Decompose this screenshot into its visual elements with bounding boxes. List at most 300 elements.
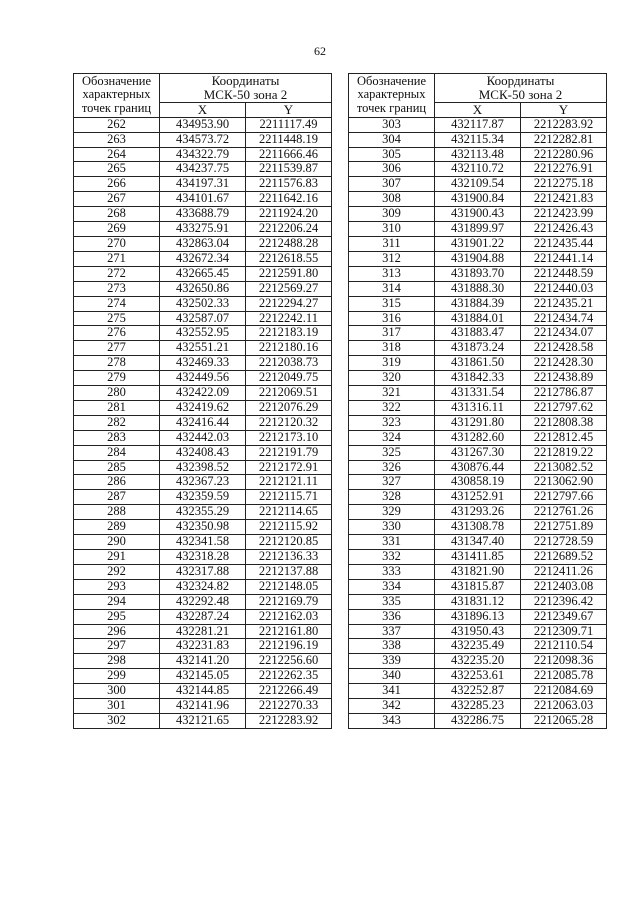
point-id-cell: 338 bbox=[349, 639, 435, 654]
x-coordinate-cell: 431901.22 bbox=[435, 236, 521, 251]
x-coordinate-cell: 434322.79 bbox=[160, 147, 246, 162]
y-coordinate-cell: 2212282.81 bbox=[521, 132, 607, 147]
point-id-cell: 317 bbox=[349, 326, 435, 341]
x-coordinate-cell: 431893.70 bbox=[435, 266, 521, 281]
x-coordinate-cell: 431904.88 bbox=[435, 251, 521, 266]
table-row bbox=[74, 162, 332, 177]
table-row bbox=[349, 713, 607, 728]
point-id-cell: 341 bbox=[349, 684, 435, 699]
point-id-cell: 280 bbox=[74, 386, 160, 401]
y-coordinate-cell: 2212049.75 bbox=[246, 371, 332, 386]
x-coordinate-cell: 432141.96 bbox=[160, 699, 246, 714]
x-coordinate-cell: 434573.72 bbox=[160, 132, 246, 147]
table-row bbox=[349, 311, 607, 326]
table-row bbox=[74, 266, 332, 281]
x-coordinate-cell: 432367.23 bbox=[160, 475, 246, 490]
x-coordinate-cell: 432292.48 bbox=[160, 594, 246, 609]
y-coordinate-cell: 2212426.43 bbox=[521, 222, 607, 237]
x-coordinate-cell: 432144.85 bbox=[160, 684, 246, 699]
x-coordinate-cell: 431884.39 bbox=[435, 296, 521, 311]
point-id-cell: 325 bbox=[349, 445, 435, 460]
x-coordinate-cell: 432109.54 bbox=[435, 177, 521, 192]
point-id-cell: 334 bbox=[349, 579, 435, 594]
table-row bbox=[349, 147, 607, 162]
point-id-cell: 282 bbox=[74, 415, 160, 430]
point-id-cell: 323 bbox=[349, 415, 435, 430]
x-coordinate-cell: 432502.33 bbox=[160, 296, 246, 311]
table-row bbox=[74, 639, 332, 654]
x-coordinate-cell: 433275.91 bbox=[160, 222, 246, 237]
y-coordinate-cell: 2212115.71 bbox=[246, 490, 332, 505]
point-id-cell: 289 bbox=[74, 520, 160, 535]
header-coordinates-line: Координаты bbox=[486, 73, 555, 88]
y-coordinate-cell: 2212148.05 bbox=[246, 579, 332, 594]
y-coordinate-cell: 2212173.10 bbox=[246, 430, 332, 445]
header-point-label-line: Обозначение bbox=[356, 73, 427, 88]
table-row bbox=[349, 236, 607, 251]
x-coordinate-cell: 432252.87 bbox=[435, 684, 521, 699]
x-coordinate-cell: 432665.45 bbox=[160, 266, 246, 281]
y-coordinate-cell: 2212275.18 bbox=[521, 177, 607, 192]
point-id-cell: 287 bbox=[74, 490, 160, 505]
header-point-label-line: Обозначение bbox=[81, 73, 152, 88]
table-row bbox=[349, 356, 607, 371]
point-id-cell: 330 bbox=[349, 520, 435, 535]
x-coordinate-cell: 432113.48 bbox=[435, 147, 521, 162]
point-id-cell: 292 bbox=[74, 564, 160, 579]
table-row bbox=[349, 609, 607, 624]
y-coordinate-cell: 2212728.59 bbox=[521, 535, 607, 550]
x-coordinate-cell: 432317.88 bbox=[160, 564, 246, 579]
x-coordinate-cell: 431815.87 bbox=[435, 579, 521, 594]
point-id-cell: 320 bbox=[349, 371, 435, 386]
point-id-cell: 303 bbox=[349, 117, 435, 132]
point-id-cell: 295 bbox=[74, 609, 160, 624]
point-id-cell: 264 bbox=[74, 147, 160, 162]
x-coordinate-cell: 432285.23 bbox=[435, 699, 521, 714]
x-coordinate-cell: 432318.28 bbox=[160, 550, 246, 565]
x-coordinate-cell: 432324.82 bbox=[160, 579, 246, 594]
table-row bbox=[349, 207, 607, 222]
x-coordinate-cell: 434197.31 bbox=[160, 177, 246, 192]
point-id-cell: 267 bbox=[74, 192, 160, 207]
table-row bbox=[74, 251, 332, 266]
table-row bbox=[349, 251, 607, 266]
header-coordinates-line: МСК-50 зона 2 bbox=[203, 86, 288, 102]
point-id-cell: 329 bbox=[349, 505, 435, 520]
x-coordinate-cell: 432121.65 bbox=[160, 713, 246, 728]
point-id-cell: 321 bbox=[349, 386, 435, 401]
y-coordinate-cell: 2213082.52 bbox=[521, 460, 607, 475]
x-coordinate-cell: 433688.79 bbox=[160, 207, 246, 222]
table-row bbox=[74, 669, 332, 684]
y-coordinate-cell: 2211117.49 bbox=[246, 117, 332, 132]
x-coordinate-cell: 432110.72 bbox=[435, 162, 521, 177]
point-id-cell: 273 bbox=[74, 281, 160, 296]
y-coordinate-cell: 2212441.14 bbox=[521, 251, 607, 266]
point-id-cell: 339 bbox=[349, 654, 435, 669]
table-row bbox=[74, 415, 332, 430]
table-row bbox=[74, 460, 332, 475]
y-coordinate-cell: 2212183.19 bbox=[246, 326, 332, 341]
table-row bbox=[74, 371, 332, 386]
point-id-cell: 333 bbox=[349, 564, 435, 579]
x-coordinate-cell: 431291.80 bbox=[435, 415, 521, 430]
point-id-cell: 307 bbox=[349, 177, 435, 192]
y-coordinate-cell: 2212283.92 bbox=[246, 713, 332, 728]
table-row bbox=[349, 460, 607, 475]
y-coordinate-cell: 2212137.88 bbox=[246, 564, 332, 579]
y-coordinate-cell: 2212797.66 bbox=[521, 490, 607, 505]
table-row bbox=[349, 415, 607, 430]
header-coordinates bbox=[160, 74, 332, 103]
table-row bbox=[349, 371, 607, 386]
y-coordinate-cell: 2212121.11 bbox=[246, 475, 332, 490]
y-coordinate-cell: 2212110.54 bbox=[521, 639, 607, 654]
table-row bbox=[349, 684, 607, 699]
y-coordinate-cell: 2212808.38 bbox=[521, 415, 607, 430]
header-x: X bbox=[435, 102, 521, 117]
header-point-label-line: характерных bbox=[357, 87, 426, 102]
x-coordinate-cell: 432442.03 bbox=[160, 430, 246, 445]
point-id-cell: 311 bbox=[349, 236, 435, 251]
x-coordinate-cell: 432408.43 bbox=[160, 445, 246, 460]
x-coordinate-cell: 432281.21 bbox=[160, 624, 246, 639]
table-row bbox=[74, 117, 332, 132]
x-coordinate-cell: 431884.01 bbox=[435, 311, 521, 326]
table-row bbox=[74, 281, 332, 296]
point-id-cell: 304 bbox=[349, 132, 435, 147]
table-row bbox=[74, 296, 332, 311]
y-coordinate-cell: 2212438.89 bbox=[521, 371, 607, 386]
y-coordinate-cell: 2212262.35 bbox=[246, 669, 332, 684]
header-point-label-line: характерных bbox=[82, 87, 151, 102]
x-coordinate-cell: 432359.59 bbox=[160, 490, 246, 505]
x-coordinate-cell: 431861.50 bbox=[435, 356, 521, 371]
y-coordinate-cell: 2212819.22 bbox=[521, 445, 607, 460]
x-coordinate-cell: 432117.87 bbox=[435, 117, 521, 132]
y-coordinate-cell: 2211448.19 bbox=[246, 132, 332, 147]
x-coordinate-cell: 431411.85 bbox=[435, 550, 521, 565]
table-row bbox=[349, 177, 607, 192]
x-coordinate-cell: 434101.67 bbox=[160, 192, 246, 207]
point-id-cell: 328 bbox=[349, 490, 435, 505]
y-coordinate-cell: 2212063.03 bbox=[521, 699, 607, 714]
table-row bbox=[74, 147, 332, 162]
y-coordinate-cell: 2212065.28 bbox=[521, 713, 607, 728]
x-coordinate-cell: 432115.34 bbox=[435, 132, 521, 147]
point-id-cell: 270 bbox=[74, 236, 160, 251]
table-row bbox=[74, 222, 332, 237]
point-id-cell: 337 bbox=[349, 624, 435, 639]
point-id-cell: 299 bbox=[74, 669, 160, 684]
y-coordinate-cell: 2212162.03 bbox=[246, 609, 332, 624]
point-id-cell: 302 bbox=[74, 713, 160, 728]
table-row bbox=[74, 505, 332, 520]
point-id-cell: 268 bbox=[74, 207, 160, 222]
y-coordinate-cell: 2212812.45 bbox=[521, 430, 607, 445]
table-row bbox=[74, 654, 332, 669]
x-coordinate-cell: 432253.61 bbox=[435, 669, 521, 684]
y-coordinate-cell: 2212191.79 bbox=[246, 445, 332, 460]
x-coordinate-cell: 431900.84 bbox=[435, 192, 521, 207]
point-id-cell: 306 bbox=[349, 162, 435, 177]
x-coordinate-cell: 431282.60 bbox=[435, 430, 521, 445]
table-row bbox=[74, 713, 332, 728]
point-id-cell: 301 bbox=[74, 699, 160, 714]
y-coordinate-cell: 2212591.80 bbox=[246, 266, 332, 281]
header-coordinates bbox=[435, 74, 607, 103]
table-row bbox=[349, 222, 607, 237]
y-coordinate-cell: 2212136.33 bbox=[246, 550, 332, 565]
table-row bbox=[349, 296, 607, 311]
y-coordinate-cell: 2212266.49 bbox=[246, 684, 332, 699]
point-id-cell: 310 bbox=[349, 222, 435, 237]
table-row bbox=[349, 162, 607, 177]
y-coordinate-cell: 2212242.11 bbox=[246, 311, 332, 326]
table-row bbox=[74, 490, 332, 505]
y-coordinate-cell: 2212038.73 bbox=[246, 356, 332, 371]
x-coordinate-cell: 432587.07 bbox=[160, 311, 246, 326]
table-row bbox=[349, 430, 607, 445]
x-coordinate-cell: 432552.95 bbox=[160, 326, 246, 341]
y-coordinate-cell: 2212434.74 bbox=[521, 311, 607, 326]
table-row bbox=[74, 207, 332, 222]
x-coordinate-cell: 431896.13 bbox=[435, 609, 521, 624]
y-coordinate-cell: 2212403.08 bbox=[521, 579, 607, 594]
table-row bbox=[74, 475, 332, 490]
y-coordinate-cell: 2211666.46 bbox=[246, 147, 332, 162]
header-coordinates-line: МСК-50 зона 2 bbox=[478, 86, 563, 102]
table-row bbox=[349, 654, 607, 669]
table-row bbox=[74, 699, 332, 714]
y-coordinate-cell: 2212283.92 bbox=[521, 117, 607, 132]
point-id-cell: 335 bbox=[349, 594, 435, 609]
x-coordinate-cell: 434953.90 bbox=[160, 117, 246, 132]
point-id-cell: 266 bbox=[74, 177, 160, 192]
y-coordinate-cell: 2212761.26 bbox=[521, 505, 607, 520]
point-id-cell: 322 bbox=[349, 400, 435, 415]
header-point-label bbox=[349, 74, 435, 118]
table-row bbox=[349, 564, 607, 579]
table-row bbox=[349, 117, 607, 132]
table-row bbox=[74, 684, 332, 699]
point-id-cell: 305 bbox=[349, 147, 435, 162]
table-row bbox=[349, 699, 607, 714]
y-coordinate-cell: 2212085.78 bbox=[521, 669, 607, 684]
y-coordinate-cell: 2211924.20 bbox=[246, 207, 332, 222]
table-row bbox=[74, 430, 332, 445]
table-row bbox=[74, 579, 332, 594]
x-coordinate-cell: 431821.90 bbox=[435, 564, 521, 579]
y-coordinate-cell: 2212435.44 bbox=[521, 236, 607, 251]
point-id-cell: 316 bbox=[349, 311, 435, 326]
header-y: Y bbox=[246, 102, 332, 117]
point-id-cell: 290 bbox=[74, 535, 160, 550]
table-row bbox=[74, 609, 332, 624]
table-row bbox=[74, 311, 332, 326]
point-id-cell: 297 bbox=[74, 639, 160, 654]
x-coordinate-cell: 431308.78 bbox=[435, 520, 521, 535]
x-coordinate-cell: 432650.86 bbox=[160, 281, 246, 296]
point-id-cell: 332 bbox=[349, 550, 435, 565]
y-coordinate-cell: 2212115.92 bbox=[246, 520, 332, 535]
y-coordinate-cell: 2212256.60 bbox=[246, 654, 332, 669]
y-coordinate-cell: 2211576.83 bbox=[246, 177, 332, 192]
table-row bbox=[74, 520, 332, 535]
point-id-cell: 298 bbox=[74, 654, 160, 669]
point-id-cell: 272 bbox=[74, 266, 160, 281]
coordinates-table-right bbox=[348, 73, 607, 729]
table-row bbox=[74, 564, 332, 579]
table-row bbox=[74, 624, 332, 639]
point-id-cell: 288 bbox=[74, 505, 160, 520]
y-coordinate-cell: 2212076.29 bbox=[246, 400, 332, 415]
point-id-cell: 293 bbox=[74, 579, 160, 594]
table-row bbox=[74, 445, 332, 460]
table-row bbox=[349, 400, 607, 415]
table-row bbox=[74, 326, 332, 341]
point-id-cell: 277 bbox=[74, 341, 160, 356]
table-row bbox=[74, 550, 332, 565]
table-row bbox=[349, 550, 607, 565]
point-id-cell: 278 bbox=[74, 356, 160, 371]
x-coordinate-cell: 432355.29 bbox=[160, 505, 246, 520]
table-row bbox=[74, 236, 332, 251]
point-id-cell: 284 bbox=[74, 445, 160, 460]
table-row bbox=[74, 386, 332, 401]
table-row bbox=[349, 594, 607, 609]
x-coordinate-cell: 432231.83 bbox=[160, 639, 246, 654]
point-id-cell: 308 bbox=[349, 192, 435, 207]
y-coordinate-cell: 2211642.16 bbox=[246, 192, 332, 207]
header-x: X bbox=[160, 102, 246, 117]
header-point-label bbox=[74, 74, 160, 118]
table-row bbox=[74, 594, 332, 609]
point-id-cell: 319 bbox=[349, 356, 435, 371]
y-coordinate-cell: 2212797.62 bbox=[521, 400, 607, 415]
x-coordinate-cell: 432286.75 bbox=[435, 713, 521, 728]
table-row bbox=[349, 639, 607, 654]
point-id-cell: 281 bbox=[74, 400, 160, 415]
y-coordinate-cell: 2212196.19 bbox=[246, 639, 332, 654]
table-row bbox=[74, 132, 332, 147]
y-coordinate-cell: 2211539.87 bbox=[246, 162, 332, 177]
table-row bbox=[74, 400, 332, 415]
point-id-cell: 300 bbox=[74, 684, 160, 699]
y-coordinate-cell: 2212423.99 bbox=[521, 207, 607, 222]
y-coordinate-cell: 2212411.26 bbox=[521, 564, 607, 579]
table-row bbox=[349, 624, 607, 639]
y-coordinate-cell: 2212294.27 bbox=[246, 296, 332, 311]
x-coordinate-cell: 430876.44 bbox=[435, 460, 521, 475]
x-coordinate-cell: 434237.75 bbox=[160, 162, 246, 177]
y-coordinate-cell: 2212206.24 bbox=[246, 222, 332, 237]
y-coordinate-cell: 2212169.79 bbox=[246, 594, 332, 609]
y-coordinate-cell: 2212440.03 bbox=[521, 281, 607, 296]
x-coordinate-cell: 431347.40 bbox=[435, 535, 521, 550]
y-coordinate-cell: 2212276.91 bbox=[521, 162, 607, 177]
y-coordinate-cell: 2212428.58 bbox=[521, 341, 607, 356]
y-coordinate-cell: 2212270.33 bbox=[246, 699, 332, 714]
x-coordinate-cell: 431316.11 bbox=[435, 400, 521, 415]
point-id-cell: 265 bbox=[74, 162, 160, 177]
y-coordinate-cell: 2212349.67 bbox=[521, 609, 607, 624]
x-coordinate-cell: 432551.21 bbox=[160, 341, 246, 356]
x-coordinate-cell: 432672.34 bbox=[160, 251, 246, 266]
x-coordinate-cell: 431873.24 bbox=[435, 341, 521, 356]
table-row bbox=[349, 535, 607, 550]
x-coordinate-cell: 431831.12 bbox=[435, 594, 521, 609]
x-coordinate-cell: 432141.20 bbox=[160, 654, 246, 669]
x-coordinate-cell: 430858.19 bbox=[435, 475, 521, 490]
point-id-cell: 285 bbox=[74, 460, 160, 475]
page-number: 62 bbox=[314, 44, 326, 58]
y-coordinate-cell: 2212098.36 bbox=[521, 654, 607, 669]
coordinates-table-left bbox=[73, 73, 332, 729]
x-coordinate-cell: 431267.30 bbox=[435, 445, 521, 460]
table-row bbox=[349, 386, 607, 401]
table-row bbox=[74, 356, 332, 371]
y-coordinate-cell: 2212488.28 bbox=[246, 236, 332, 251]
point-id-cell: 276 bbox=[74, 326, 160, 341]
x-coordinate-cell: 432469.33 bbox=[160, 356, 246, 371]
x-coordinate-cell: 432449.56 bbox=[160, 371, 246, 386]
x-coordinate-cell: 432863.04 bbox=[160, 236, 246, 251]
y-coordinate-cell: 2212448.59 bbox=[521, 266, 607, 281]
point-id-cell: 296 bbox=[74, 624, 160, 639]
y-coordinate-cell: 2212434.07 bbox=[521, 326, 607, 341]
x-coordinate-cell: 432422.09 bbox=[160, 386, 246, 401]
y-coordinate-cell: 2212280.96 bbox=[521, 147, 607, 162]
point-id-cell: 294 bbox=[74, 594, 160, 609]
y-coordinate-cell: 2212120.32 bbox=[246, 415, 332, 430]
x-coordinate-cell: 432145.05 bbox=[160, 669, 246, 684]
x-coordinate-cell: 432350.98 bbox=[160, 520, 246, 535]
x-coordinate-cell: 432235.20 bbox=[435, 654, 521, 669]
x-coordinate-cell: 432287.24 bbox=[160, 609, 246, 624]
x-coordinate-cell: 431331.54 bbox=[435, 386, 521, 401]
point-id-cell: 326 bbox=[349, 460, 435, 475]
y-coordinate-cell: 2212435.21 bbox=[521, 296, 607, 311]
y-coordinate-cell: 2212569.27 bbox=[246, 281, 332, 296]
y-coordinate-cell: 2212114.65 bbox=[246, 505, 332, 520]
point-id-cell: 274 bbox=[74, 296, 160, 311]
point-id-cell: 291 bbox=[74, 550, 160, 565]
y-coordinate-cell: 2212180.16 bbox=[246, 341, 332, 356]
x-coordinate-cell: 432398.52 bbox=[160, 460, 246, 475]
y-coordinate-cell: 2212428.30 bbox=[521, 356, 607, 371]
table-row bbox=[349, 132, 607, 147]
x-coordinate-cell: 431900.43 bbox=[435, 207, 521, 222]
table-body-left bbox=[74, 117, 332, 728]
y-coordinate-cell: 2212069.51 bbox=[246, 386, 332, 401]
point-id-cell: 336 bbox=[349, 609, 435, 624]
y-coordinate-cell: 2212309.71 bbox=[521, 624, 607, 639]
table-row bbox=[349, 192, 607, 207]
point-id-cell: 271 bbox=[74, 251, 160, 266]
point-id-cell: 315 bbox=[349, 296, 435, 311]
y-coordinate-cell: 2212689.52 bbox=[521, 550, 607, 565]
y-coordinate-cell: 2212751.89 bbox=[521, 520, 607, 535]
table-row bbox=[349, 445, 607, 460]
x-coordinate-cell: 432416.44 bbox=[160, 415, 246, 430]
x-coordinate-cell: 431888.30 bbox=[435, 281, 521, 296]
y-coordinate-cell: 2212396.42 bbox=[521, 594, 607, 609]
table-row bbox=[349, 281, 607, 296]
table-row bbox=[74, 192, 332, 207]
header-coordinates-line: Координаты bbox=[211, 73, 280, 88]
